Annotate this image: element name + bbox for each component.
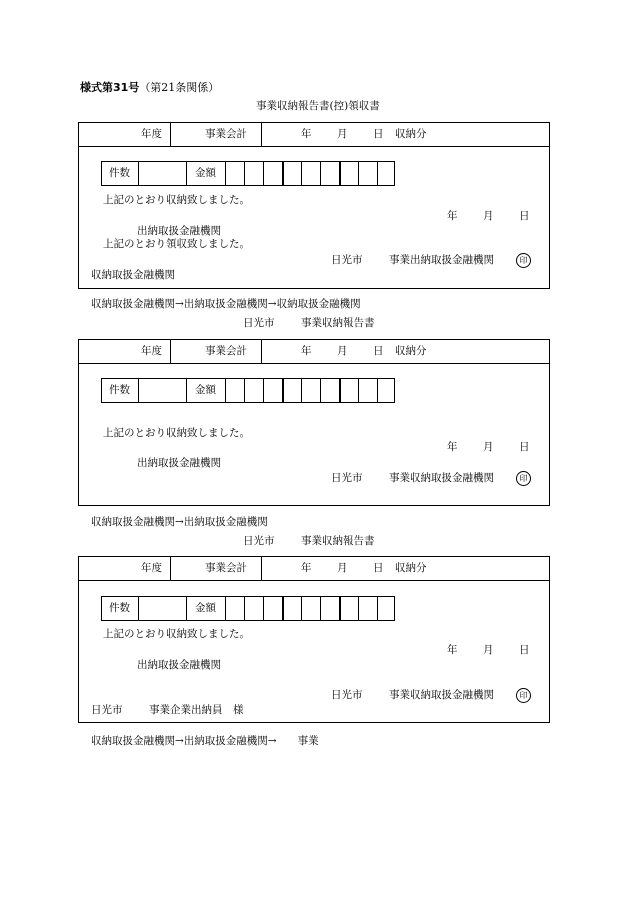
header-year: 年: [301, 128, 312, 140]
form-reference: （第21条関係）: [139, 81, 220, 94]
received-text-2: 上記のとおり領収致しました。: [103, 238, 250, 250]
receipt-section-1: [78, 122, 550, 289]
amount-label: 金額: [195, 167, 216, 179]
caption-city-3: 日光市: [243, 535, 275, 547]
year-label: 年度: [141, 128, 162, 140]
amount-label: 金額: [195, 602, 216, 614]
header-month: 月: [337, 345, 348, 357]
header-day: 日: [373, 345, 384, 357]
received-text: 上記のとおり収納致しました。: [103, 628, 250, 640]
account-label: 事業会計: [205, 345, 247, 357]
count-label: 件数: [109, 167, 130, 179]
city-label: 日光市: [331, 689, 363, 701]
date-year: 年: [447, 210, 458, 222]
seal-icon: 印: [516, 688, 531, 703]
date-day: 日: [519, 210, 530, 222]
header-received: 収納分: [395, 562, 427, 574]
bottom-left-label: 収納取扱金融機関: [91, 269, 175, 281]
receipt-section-3: [78, 556, 550, 723]
header-year: 年: [301, 345, 312, 357]
date-day: 日: [519, 644, 530, 656]
header-month: 月: [337, 562, 348, 574]
received-text: 上記のとおり収納致しました。: [103, 194, 250, 206]
form-title: 事業収納報告書(控)領収書: [256, 100, 380, 112]
amount-grid: [101, 161, 395, 186]
year-label: 年度: [141, 562, 162, 574]
amount-grid: [101, 378, 395, 403]
bank-line: 事業出納取扱金融機関: [389, 254, 494, 266]
header-row: [79, 340, 549, 364]
bank-line: 事業収納取扱金融機関: [389, 472, 494, 484]
header-day: 日: [373, 128, 384, 140]
agency-label: 出納取扱金融機関: [137, 659, 221, 671]
header-year: 年: [301, 562, 312, 574]
route-1: 収納取扱金融機関→出納取扱金融機関→収納取扱金融機関: [91, 298, 361, 310]
year-label: 年度: [141, 345, 162, 357]
account-label: 事業会計: [205, 128, 247, 140]
header-received: 収納分: [395, 345, 427, 357]
city-label: 日光市: [331, 472, 363, 484]
count-label: 件数: [109, 602, 130, 614]
city-label: 日光市: [331, 254, 363, 266]
date-year: 年: [447, 441, 458, 453]
agency-label: 出納取扱金融機関: [137, 225, 221, 237]
received-text: 上記のとおり収納致しました。: [103, 427, 250, 439]
date-month: 月: [483, 441, 494, 453]
bank-line: 事業収納取扱金融機関: [389, 689, 494, 701]
bottom-city: 日光市: [91, 704, 123, 716]
date-month: 月: [483, 210, 494, 222]
account-label: 事業会計: [205, 562, 247, 574]
form-number: 様式第31号（第21条関係）: [80, 81, 220, 94]
header-row: [79, 123, 549, 147]
count-label: 件数: [109, 384, 130, 396]
route-2: 収納取扱金融機関→出納取扱金融機関: [91, 516, 268, 528]
route-3: 収納取扱金融機関→出納取扱金融機関→ 事業: [91, 735, 319, 747]
bottom-recipient: 事業企業出納員 様: [149, 704, 244, 716]
caption-title-2: 事業収納報告書: [301, 317, 375, 329]
header-month: 月: [337, 128, 348, 140]
date-month: 月: [483, 644, 494, 656]
receipt-section-2: [78, 339, 550, 506]
header-day: 日: [373, 562, 384, 574]
header-received: 収納分: [395, 128, 427, 140]
date-day: 日: [519, 441, 530, 453]
amount-grid: [101, 596, 395, 621]
seal-icon: 印: [516, 253, 531, 268]
caption-city-2: 日光市: [243, 317, 275, 329]
agency-label: 出納取扱金融機関: [137, 457, 221, 469]
date-year: 年: [447, 644, 458, 656]
seal-icon: 印: [516, 471, 531, 486]
caption-title-3: 事業収納報告書: [301, 535, 375, 547]
amount-label: 金額: [195, 384, 216, 396]
header-row: [79, 557, 549, 581]
